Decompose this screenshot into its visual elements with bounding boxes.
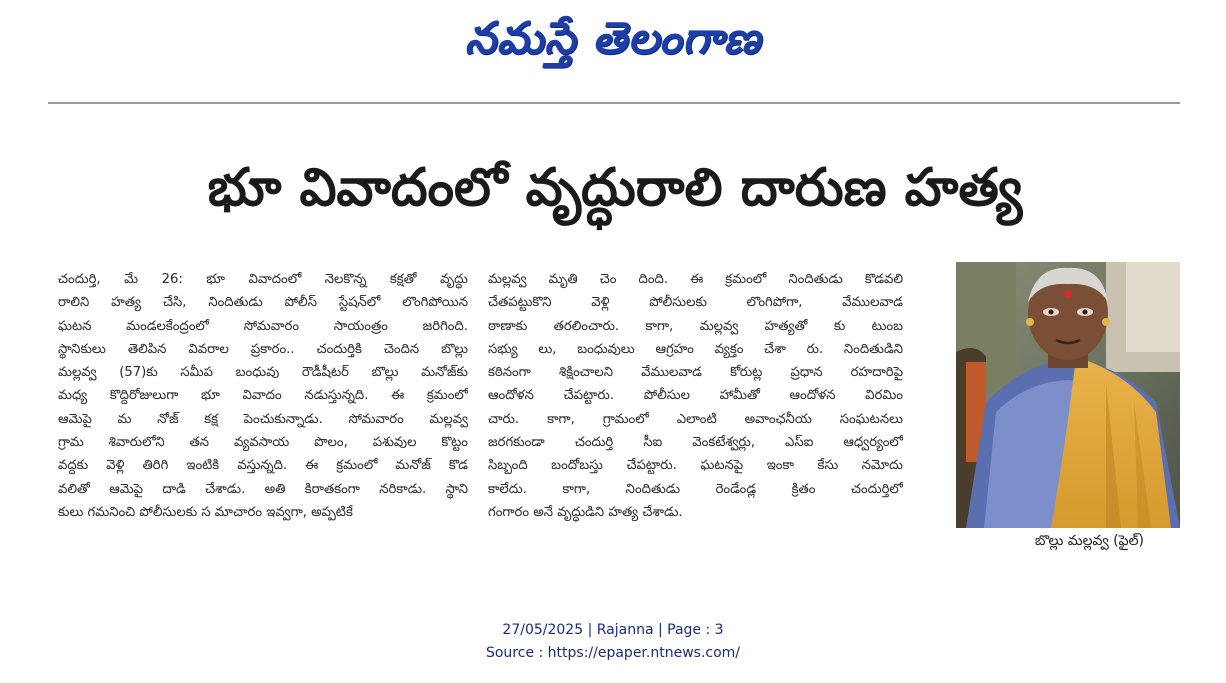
article-line: మధ్య కొద్దిరోజులుగా భూ వివాదం నడుస్తున్నది. ఈ క్రమంలో: [58, 388, 468, 404]
article-line: వలితో ఆమెపై దాడి చేశాడు. అతి కిరాతకంగా నరికాడు. స్థాని: [58, 481, 468, 497]
article-line: చేతపట్టుకొని వెళ్లి పోలీసులకు లొంగిపోగా, వేములవాడ: [488, 295, 903, 311]
article-line: సిబ్బంది బందోబస్తు చేపట్టారు. ఘటనపై ఇంకా కేసు నమోదు: [488, 458, 903, 474]
masthead-divider: [48, 102, 1180, 104]
article-line: స్థానికులు తెలిపిన వివరాల ప్రకారం.. చందుర్తికి చెందిన బొల్లు: [58, 341, 468, 357]
portrait-photo: [956, 262, 1180, 528]
article-line: కాలేదు. కాగా, నిందితుడు రెండేండ్ల క్రితం చందుర్తిలో: [488, 481, 903, 497]
article-line: వద్దకు వెళ్లి తిరిగి ఇంటికి వస్తున్నది. ఈ క్రమంలో మనోజ్ కొడ: [58, 458, 468, 474]
article-line: గ్రామ శివారులోని తన వ్యవసాయ పొలం, పశువుల కొట్టం: [58, 435, 468, 451]
article-line: ఆమెపై మ నోజ్ కక్ష పెంచుకున్నాడు. సోమవారం మల్లవ్వ: [58, 411, 468, 427]
photo-caption: బొల్లు మల్లవ్వ (ఫైల్): [1034, 533, 1144, 549]
article-line: మల్లవ్వ (57)కు సమీప బంధువు రౌడీషీటర్ బొల్లు మనోజ్‌కు: [58, 365, 468, 381]
article-column-2: [488, 268, 903, 524]
article-headline: భూ వివాదంలో వృద్ధురాలి దారుణ హత్య: [207, 158, 1023, 218]
article-line: జరగకుండా చందుర్తి సీఐ వెంకటేశ్వర్లు, ఎస్ఐ ఆధ్వర్యంలో: [488, 435, 903, 451]
article-line: ఠాణాకు తరలించారు. కాగా, మల్లవ్వ హత్యతో కు టుంబ: [488, 318, 903, 334]
article-line: చందుర్తి, మే 26: భూ వివాదంలో నెలకొన్న కక్షతో వృద్ధు: [58, 272, 468, 287]
article-line: ఘటన మండలకేంద్రంలో సోమవారం సాయంత్రం జరిగింది.: [58, 318, 468, 334]
article-line: సభ్యు లు, బంధువులు ఆగ్రహం వ్యక్తం చేశా రు. నిందితుడిని: [488, 341, 903, 357]
article-line: కఠినంగా శిక్షించాలని వేములవాడ కోరుట్ల ప్రధాన రహదారిపై: [488, 365, 903, 381]
footer-source: Source : https://epaper.ntnews.com/: [485, 645, 741, 661]
article-line: గంగారం అనే వృద్ధుడిని హత్య చేశాడు.: [488, 504, 683, 520]
article-line: కులు గమనించి పోలీసులకు స మాచారం ఇవ్వగా, అప్పటికే: [58, 504, 353, 520]
article-line: రాలిని హత్య చేసి, నిందితుడు పోలీస్ స్టేషన్‌లో లొంగిపోయిన: [58, 295, 468, 311]
article-line: మల్లవ్వ మృతి చెం దింది. ఈ క్రమంలో నిందితుడు కొడవలి: [488, 272, 903, 287]
article-line: ఆందోళన చేపట్టారు. పోలీసుల హామీతో ఆందోళన విరమిం: [488, 388, 903, 404]
newspaper-masthead: నమస్తే తెలంగాణ: [464, 13, 762, 64]
article-line: చారు. కాగా, గ్రామంలో ఎలాంటి అవాంఛనీయ సంఘటనలు: [488, 411, 903, 427]
footer-dateline: 27/05/2025 | Rajanna | Page : 3: [502, 622, 724, 638]
article-column-1: [58, 268, 468, 524]
